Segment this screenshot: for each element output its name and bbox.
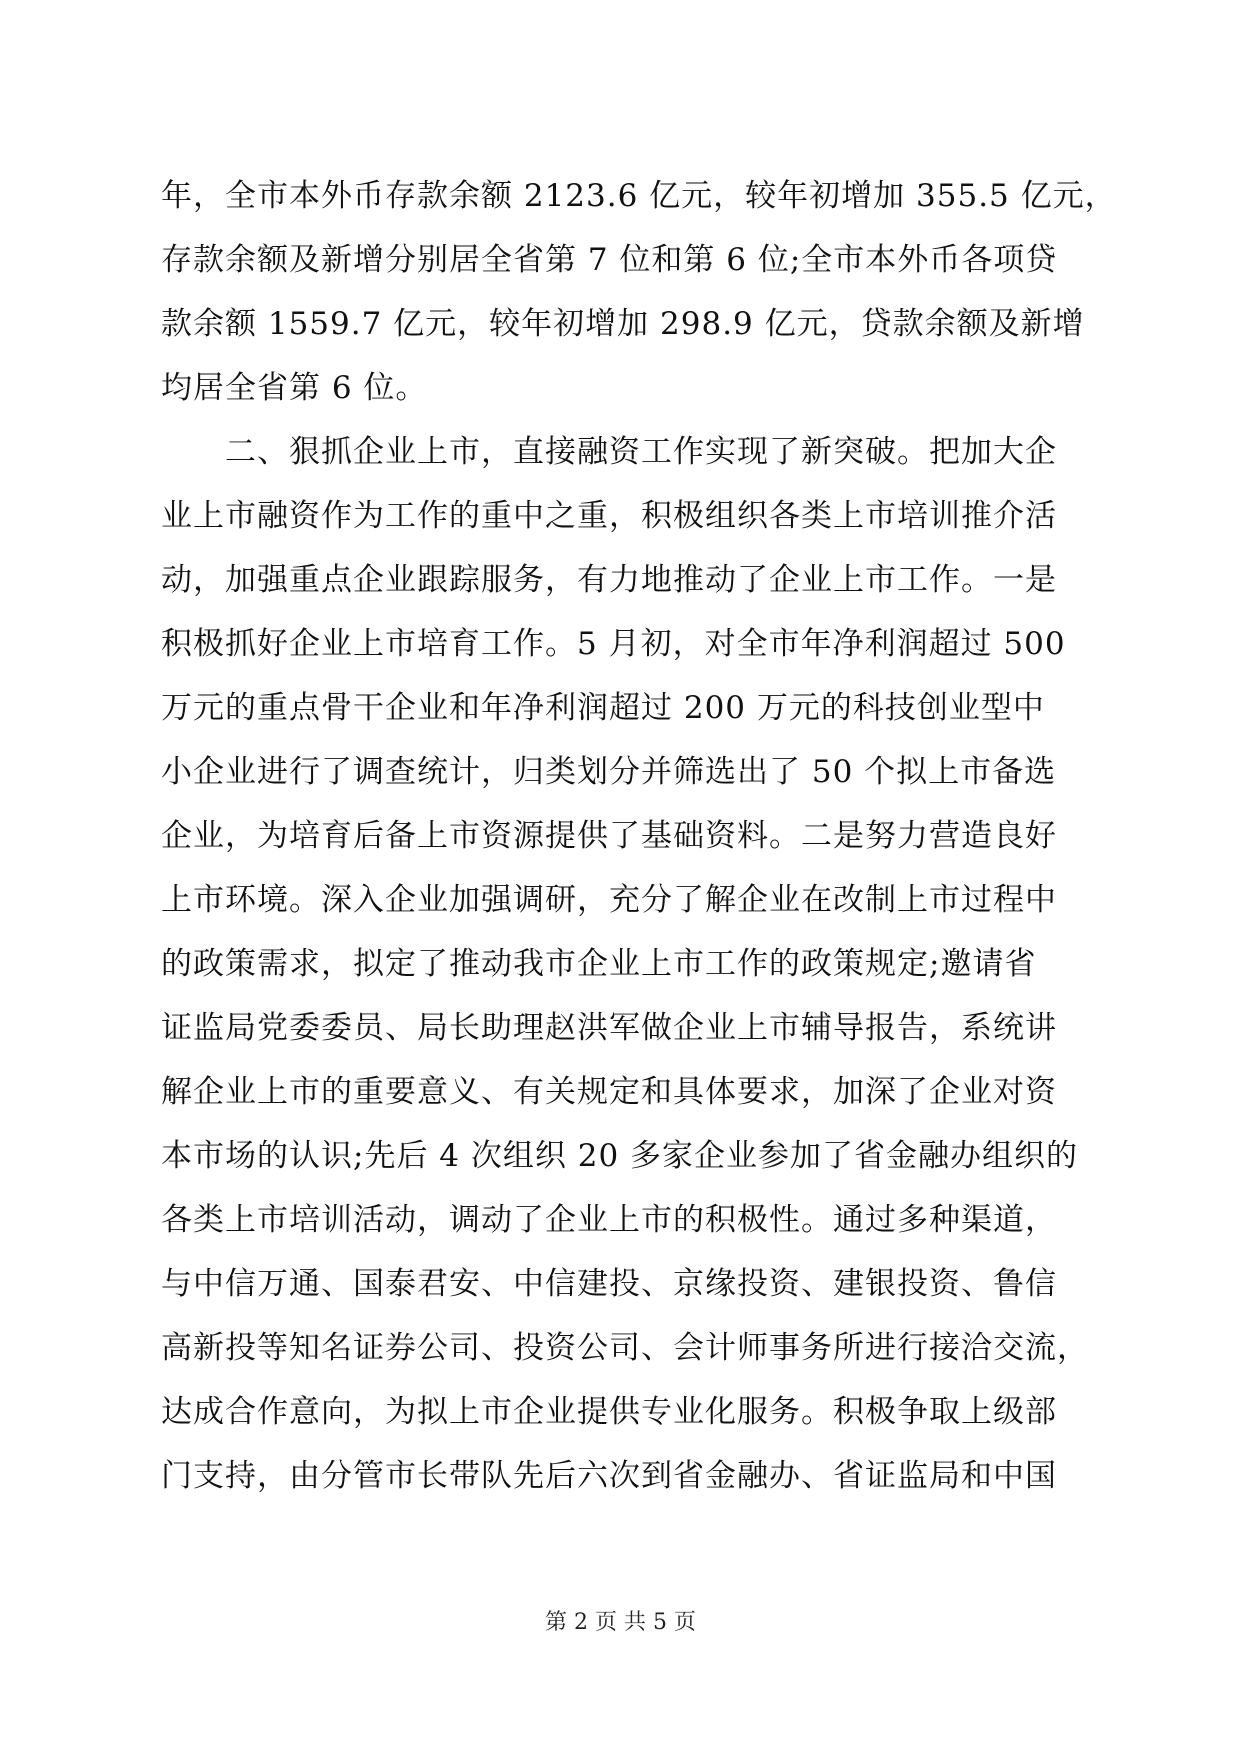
text-line: 年，全市本外币存款余额 2123.6 亿元，较年初增加 355.5 亿元，: [161, 178, 1117, 214]
text-line: 款余额 1559.7 亿元，较年初增加 298.9 亿元，贷款余额及新增: [161, 306, 1085, 342]
text-line: 万元的重点骨干企业和年净利润超过 200 万元的科技创业型中: [161, 690, 1045, 726]
text-line: 本市场的认识;先后 4 次组织 20 多家企业参加了省金融办组织的: [161, 1138, 1079, 1174]
text-line: 均居全省第 6 位。: [161, 370, 428, 406]
page-footer: 第 2 页 共 5 页: [545, 1610, 696, 1635]
body-text: [161, 164, 1117, 1508]
text-line: 各类上市培训活动，调动了企业上市的积极性。通过多种渠道，: [161, 1202, 1057, 1238]
text-line: 与中信万通、国泰君安、中信建投、京缘投资、建银投资、鲁信: [161, 1266, 1057, 1302]
text-line: 门支持，由分管市长带队先后六次到省金融办、省证监局和中国: [161, 1458, 1057, 1494]
text-line: 高新投等知名证券公司、投资公司、会计师事务所进行接洽交流，: [161, 1330, 1089, 1366]
text-line: 达成合作意向，为拟上市企业提供专业化服务。积极争取上级部: [161, 1394, 1057, 1430]
text-line: 解企业上市的重要意义、有关规定和具体要求，加深了企业对资: [161, 1074, 1057, 1110]
text-line: 企业，为培育后备上市资源提供了基础资料。二是努力营造良好: [161, 818, 1057, 854]
text-line: 上市环境。深入企业加强调研，充分了解企业在改制上市过程中: [161, 882, 1057, 918]
text-line: 业上市融资作为工作的重中之重，积极组织各类上市培训推介活: [161, 498, 1057, 534]
text-line: 证监局党委委员、局长助理赵洪军做企业上市辅导报告，系统讲: [161, 1010, 1057, 1046]
text-line: 小企业进行了调查统计，归类划分并筛选出了 50 个拟上市备选: [161, 754, 1057, 790]
text-line: 的政策需求，拟定了推动我市企业上市工作的政策规定;邀请省: [161, 946, 1037, 982]
text-line: 积极抓好企业上市培育工作。5 月初，对全市年净利润超过 500: [161, 626, 1066, 662]
text-line: 动，加强重点企业跟踪服务，有力地推动了企业上市工作。一是: [161, 562, 1057, 598]
text-line: 存款余额及新增分别居全省第 7 位和第 6 位;全市本外币各项贷: [161, 242, 1058, 278]
text-line: 二、狠抓企业上市，直接融资工作实现了新突破。把加大企: [161, 434, 1057, 470]
